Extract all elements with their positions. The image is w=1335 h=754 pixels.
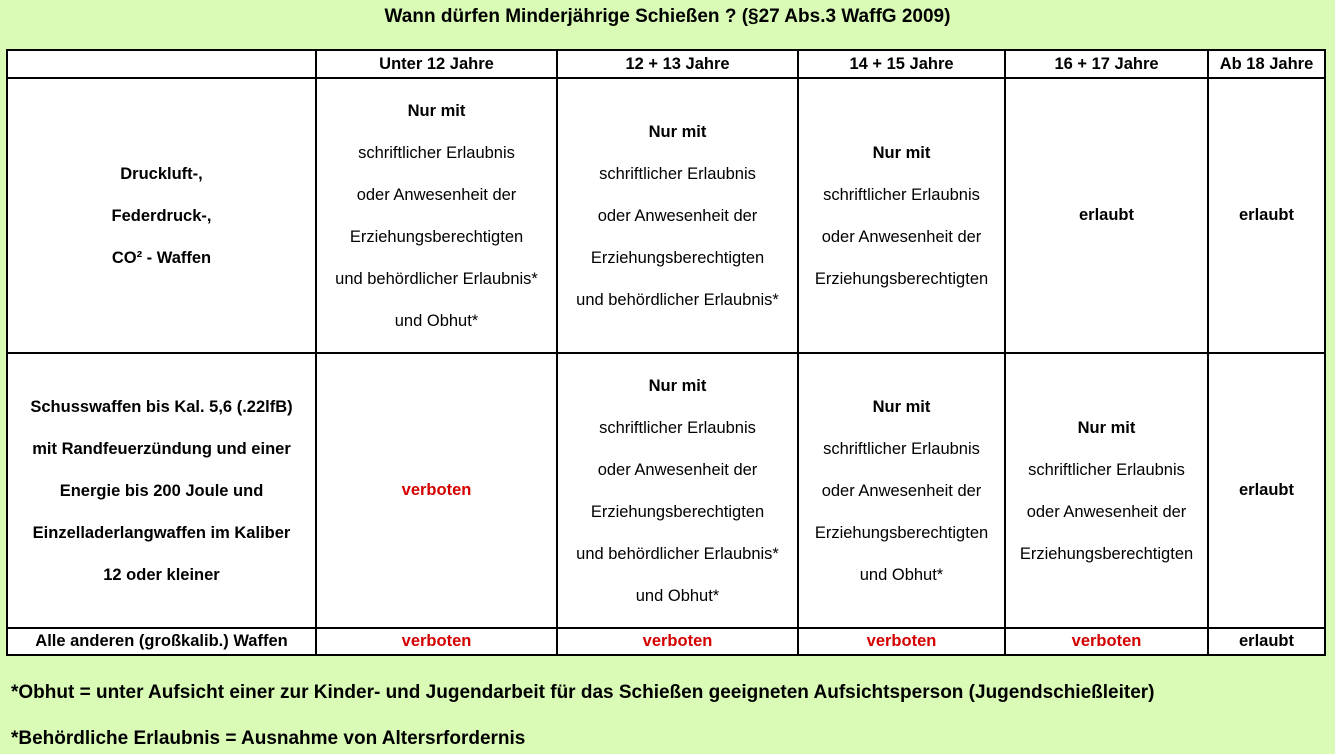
cell-text-line: schriftlicher Erlaubnis	[823, 185, 980, 204]
status-verboten: verboten	[1071, 632, 1142, 650]
header-cell-18-plus: Ab 18 Jahre	[1209, 51, 1324, 77]
row-label-line: 12 oder kleiner	[103, 565, 220, 584]
row-label-line: Energie bis 200 Joule und	[59, 481, 264, 500]
status-verboten: verboten	[866, 632, 937, 650]
footnote-erlaubnis: *Behördliche Erlaubnis = Ausnahme von Altersrfordernis	[11, 728, 526, 749]
row-label-line: Einzelladerlangwaffen im Kaliber	[32, 523, 291, 542]
header-cell-under-12: Unter 12 Jahre	[317, 51, 556, 77]
cell-text-line: schriftlicher Erlaubnis	[358, 143, 515, 162]
row-label-cell	[8, 629, 315, 654]
cell-text-line: schriftlicher Erlaubnis	[823, 439, 980, 458]
cell-text-line: Erziehungsberechtigten	[349, 227, 524, 246]
table-cell	[799, 629, 1004, 654]
cell-text-line: oder Anwesenheit der	[356, 185, 517, 204]
table-cell	[317, 79, 556, 352]
table-cell	[558, 629, 797, 654]
status-erlaubt: erlaubt	[1238, 481, 1294, 499]
cell-text-line: Erziehungsberechtigten	[1019, 544, 1194, 563]
row-label-line: Druckluft-,	[120, 164, 203, 183]
cell-text-line: oder Anwesenheit der	[597, 206, 758, 225]
table-cell	[799, 354, 1004, 627]
cell-text-line: Erziehungsberechtigten	[590, 248, 765, 267]
status-verboten: verboten	[401, 481, 472, 499]
table-cell	[558, 354, 797, 627]
status-verboten: verboten	[401, 632, 472, 650]
cell-heading-line: Nur mit	[1077, 418, 1136, 437]
table-row	[8, 79, 1324, 352]
cell-heading-line: Nur mit	[872, 397, 931, 416]
table-cell	[1006, 354, 1207, 627]
row-label-line: CO² - Waffen	[111, 248, 212, 267]
table-header-row	[8, 51, 1324, 77]
cell-text-line: oder Anwesenheit der	[821, 481, 982, 500]
age-rules-table	[6, 49, 1326, 656]
table-cell	[1209, 79, 1324, 352]
row-label-cell	[8, 79, 315, 352]
status-erlaubt: erlaubt	[1078, 206, 1134, 224]
cell-text-line: schriftlicher Erlaubnis	[1028, 460, 1185, 479]
status-erlaubt: erlaubt	[1238, 632, 1294, 650]
cell-heading-line: Nur mit	[872, 143, 931, 162]
cell-text-line: Erziehungsberechtigten	[590, 502, 765, 521]
table-cell	[1006, 629, 1207, 654]
cell-text-line: und behördlicher Erlaubnis*	[576, 290, 779, 309]
table-cell	[1006, 79, 1207, 352]
cell-heading-line: Nur mit	[648, 376, 707, 395]
cell-text-line: und Obhut*	[859, 565, 944, 584]
page-title: Wann dürfen Minderjährige Schießen ? (§27 Abs.3 WaffG 2009)	[384, 6, 951, 27]
table-cell	[558, 79, 797, 352]
cell-text-line: schriftlicher Erlaubnis	[599, 164, 756, 183]
row-label-line: Alle anderen (großkalib.) Waffen	[35, 632, 288, 650]
header-cell-empty	[8, 51, 315, 77]
header-cell-14-15: 14 + 15 Jahre	[799, 51, 1004, 77]
cell-text-line: oder Anwesenheit der	[821, 227, 982, 246]
table-cell	[799, 79, 1004, 352]
status-verboten: verboten	[642, 632, 713, 650]
header-cell-16-17: 16 + 17 Jahre	[1006, 51, 1207, 77]
table-cell	[1209, 629, 1324, 654]
cell-text-line: oder Anwesenheit der	[1026, 502, 1187, 521]
row-label-line: Federdruck-,	[111, 206, 212, 225]
cell-text-line: und Obhut*	[635, 586, 720, 605]
table-row	[8, 629, 1324, 654]
header-cell-12-13: 12 + 13 Jahre	[558, 51, 797, 77]
cell-text-line: schriftlicher Erlaubnis	[599, 418, 756, 437]
cell-heading-line: Nur mit	[648, 122, 707, 141]
status-erlaubt: erlaubt	[1238, 206, 1294, 224]
cell-text-line: und behördlicher Erlaubnis*	[335, 269, 538, 288]
table-cell	[317, 629, 556, 654]
table-cell	[317, 354, 556, 627]
row-label-line: mit Randfeuerzündung und einer	[32, 439, 291, 458]
cell-text-line: und Obhut*	[394, 311, 479, 330]
row-label-cell	[8, 354, 315, 627]
cell-text-line: Erziehungsberechtigten	[814, 523, 989, 542]
cell-text-line: und behördlicher Erlaubnis*	[576, 544, 779, 563]
cell-text-line: oder Anwesenheit der	[597, 460, 758, 479]
cell-text-line: Erziehungsberechtigten	[814, 269, 989, 288]
table-row	[8, 354, 1324, 627]
footnote-obhut: *Obhut = unter Aufsicht einer zur Kinder- und Jugendarbeit für das Schießen geeigneten Aufsichtsperson (Jugendschießleiter)	[11, 682, 1155, 703]
row-label-line: Schusswaffen bis Kal. 5,6 (.22lfB)	[30, 397, 293, 416]
cell-heading-line: Nur mit	[407, 101, 466, 120]
table-cell	[1209, 354, 1324, 627]
